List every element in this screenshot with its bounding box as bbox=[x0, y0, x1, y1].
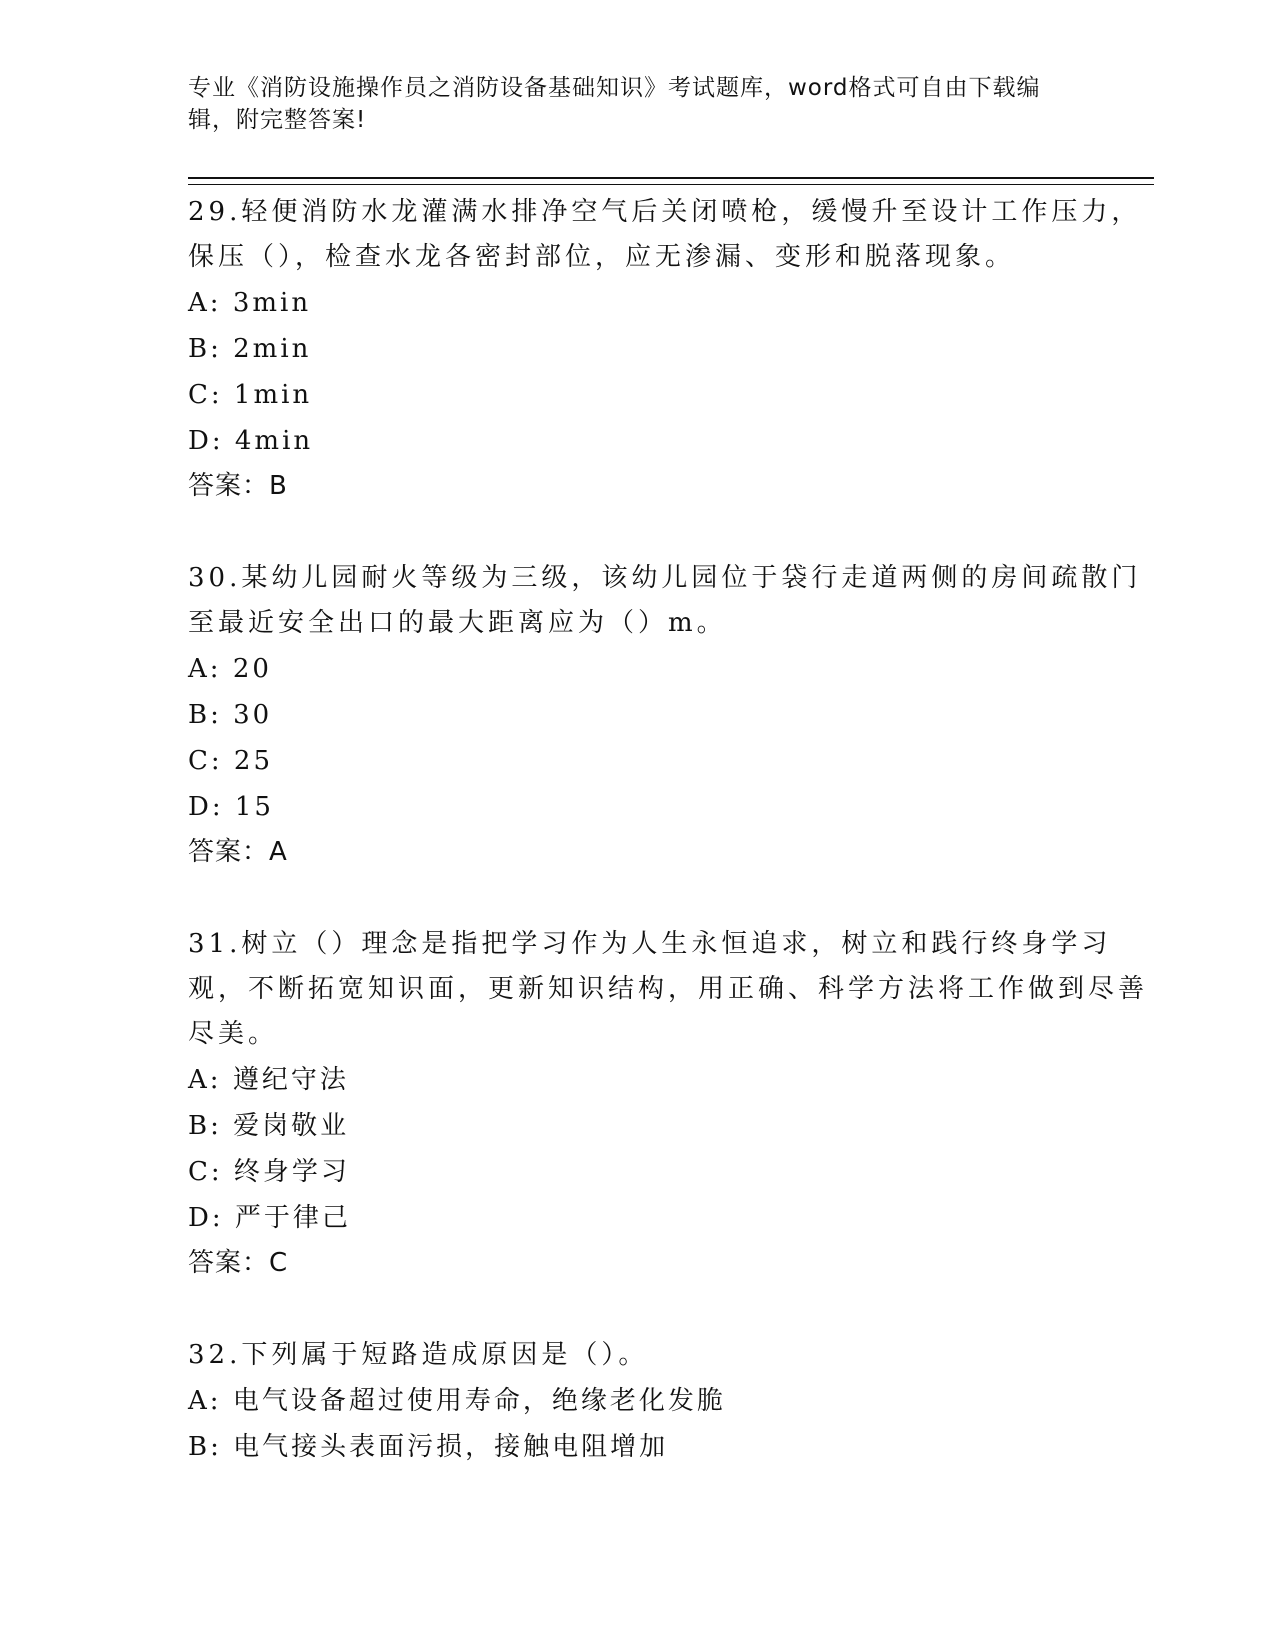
question-spacer bbox=[188, 874, 1154, 922]
question-32 bbox=[188, 1333, 1154, 1470]
question-spacer bbox=[188, 1285, 1154, 1333]
question-30 bbox=[188, 556, 1154, 874]
option-label: A: bbox=[188, 1386, 222, 1416]
question-31 bbox=[188, 922, 1154, 1285]
question-number: 30. bbox=[188, 563, 242, 593]
option-d bbox=[188, 1195, 1154, 1241]
option-label: A: bbox=[188, 654, 222, 684]
option-label: B: bbox=[188, 1432, 222, 1462]
option-a bbox=[188, 1057, 1154, 1103]
option-text: 电气设备超过使用寿命，绝缘老化发脆 bbox=[232, 1386, 726, 1416]
option-label: A: bbox=[188, 288, 222, 318]
option-text: 严于律己 bbox=[234, 1203, 351, 1233]
option-text: 25 bbox=[233, 746, 274, 776]
question-spacer bbox=[188, 508, 1154, 556]
document-header: 专业《消防设施操作员之消防设备基础知识》考试题库，word格式可自由下载编辑，附完整答案! bbox=[188, 75, 1041, 133]
option-c bbox=[188, 1149, 1154, 1195]
option-a bbox=[188, 1378, 1154, 1424]
option-b bbox=[188, 326, 1154, 372]
option-label: B: bbox=[188, 700, 222, 730]
option-b bbox=[188, 692, 1154, 738]
answer-line: 答案：A bbox=[188, 837, 288, 867]
answer-line: 答案：C bbox=[188, 1248, 289, 1278]
option-label: C: bbox=[188, 746, 223, 776]
option-label: B: bbox=[188, 1111, 222, 1141]
question-number: 29. bbox=[188, 197, 242, 227]
question-stem bbox=[188, 190, 1154, 280]
question-text: 下列属于短路造成原因是（）。 bbox=[241, 1340, 649, 1370]
answer-line: 答案：B bbox=[188, 471, 288, 501]
option-text: 终身学习 bbox=[233, 1157, 350, 1187]
option-label: A: bbox=[188, 1065, 222, 1095]
option-label: D: bbox=[188, 426, 224, 456]
option-label: C: bbox=[188, 1157, 223, 1187]
option-label: C: bbox=[188, 380, 223, 410]
option-label: D: bbox=[188, 1203, 224, 1233]
option-text: 20 bbox=[232, 654, 272, 684]
question-stem bbox=[188, 922, 1154, 1057]
header-rule-thick bbox=[188, 177, 1154, 179]
question-29 bbox=[188, 190, 1154, 508]
option-a bbox=[188, 280, 1154, 326]
option-text: 遵纪守法 bbox=[232, 1065, 349, 1095]
option-label: D: bbox=[188, 792, 224, 822]
option-label: B: bbox=[188, 334, 222, 364]
option-text: 3min bbox=[232, 288, 312, 318]
option-text: 电气接头表面污损，接触电阻增加 bbox=[233, 1432, 669, 1462]
option-a bbox=[188, 646, 1154, 692]
option-text: 1min bbox=[233, 380, 313, 410]
question-stem bbox=[188, 1333, 1154, 1378]
option-text: 2min bbox=[233, 334, 312, 364]
option-c bbox=[188, 738, 1154, 784]
question-text: 某幼儿园耐火等级为三级，该幼儿园位于袋行走道两侧的房间疏散门至最近安全出口的最大距离应为（）m。 bbox=[188, 563, 1142, 638]
option-text: 爱岗敬业 bbox=[233, 1111, 350, 1141]
option-d bbox=[188, 784, 1154, 830]
option-d bbox=[188, 418, 1154, 464]
option-c bbox=[188, 372, 1154, 418]
question-text: 树立（）理念是指把学习作为人生永恒追求，树立和践行终身学习观，不断拓宽知识面，更新知识结构，用正确、科学方法将工作做到尽善尽美。 bbox=[188, 929, 1149, 1049]
question-list bbox=[188, 190, 1154, 1470]
option-b bbox=[188, 1103, 1154, 1149]
question-stem bbox=[188, 556, 1154, 646]
header-rule-thin bbox=[188, 184, 1154, 185]
question-number: 32. bbox=[188, 1340, 242, 1370]
option-text: 15 bbox=[234, 792, 274, 822]
option-text: 30 bbox=[233, 700, 273, 730]
option-b bbox=[188, 1424, 1154, 1470]
question-text: 轻便消防水龙灌满水排净空气后关闭喷枪，缓慢升至设计工作压力，保压（），检查水龙各密封部位，应无渗漏、变形和脱落现象。 bbox=[188, 197, 1142, 272]
question-number: 31. bbox=[188, 929, 242, 959]
option-text: 4min bbox=[234, 426, 314, 456]
